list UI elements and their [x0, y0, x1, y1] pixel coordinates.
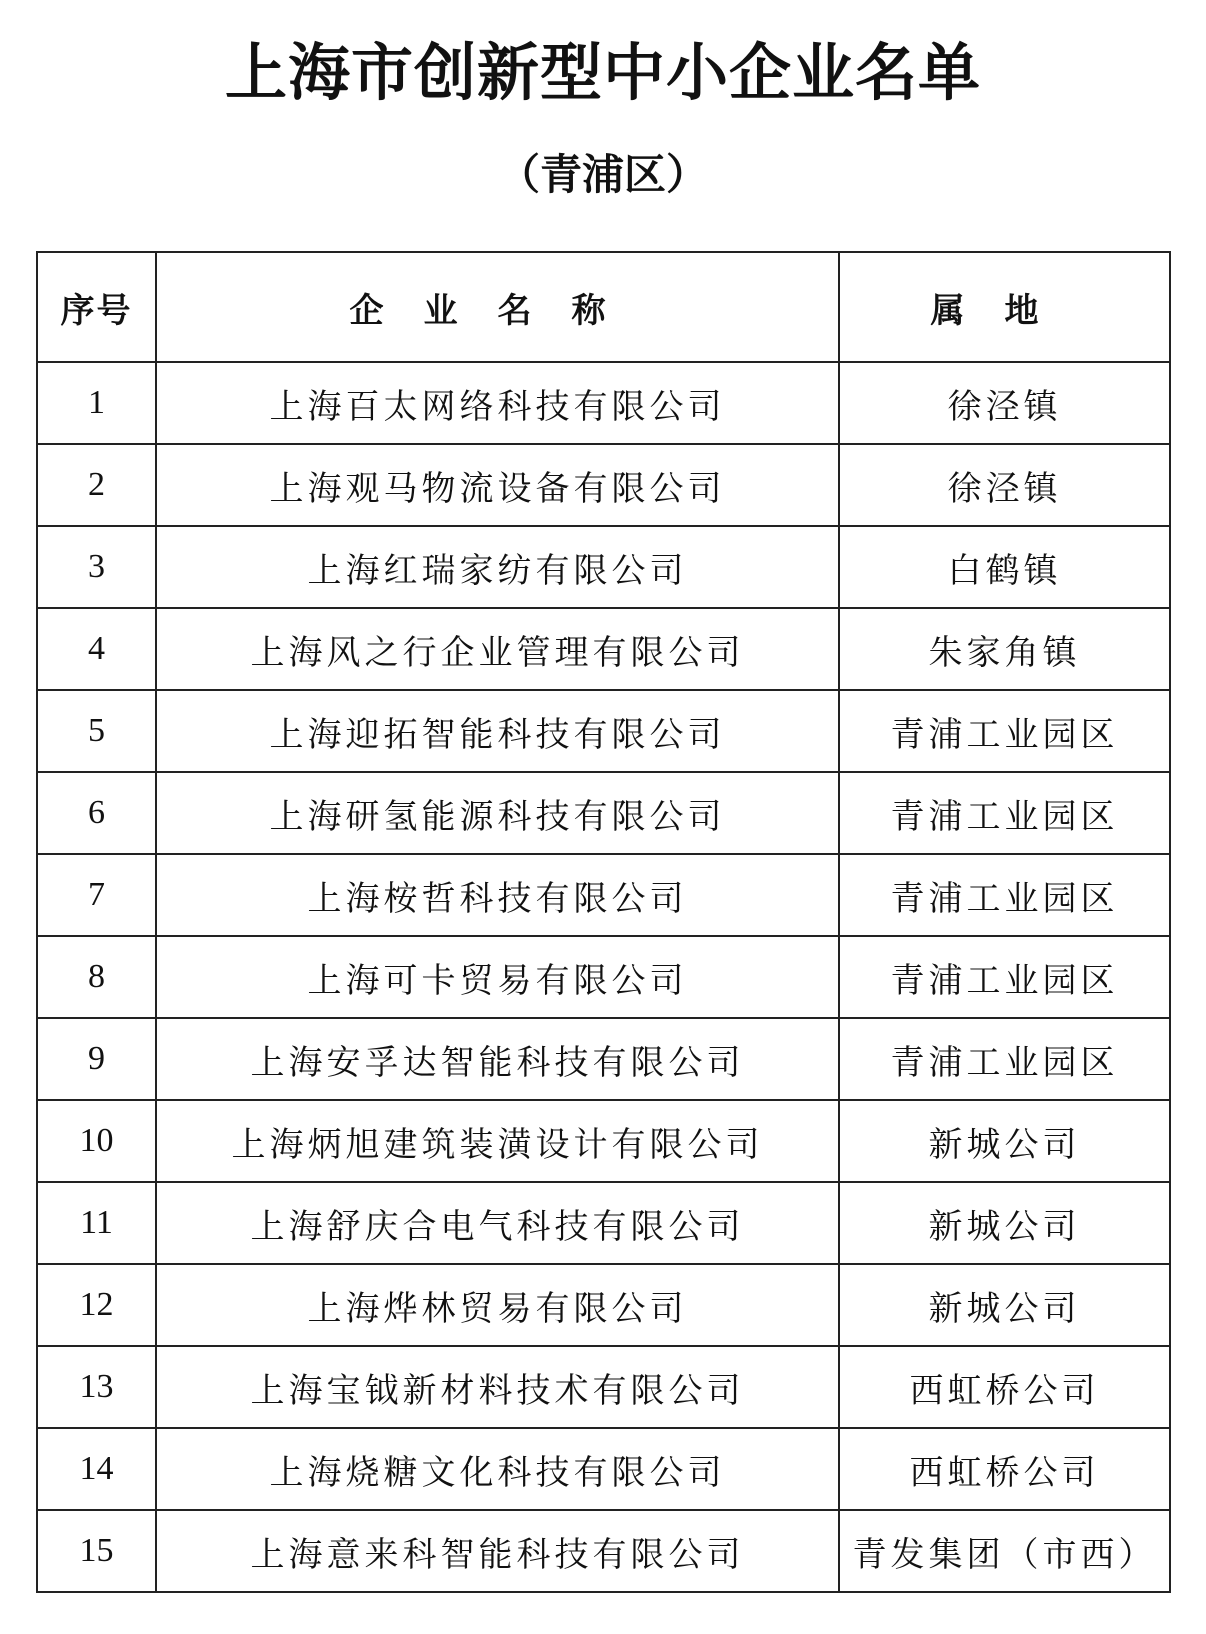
- row-company-name-cell: 上海舒庆合电气科技有限公司: [156, 1182, 839, 1264]
- row-seq-cell: 13: [37, 1346, 156, 1428]
- row-location-cell: 白鹤镇: [839, 526, 1170, 608]
- table-row: [37, 526, 1170, 608]
- row-company-name-cell: 上海烨林贸易有限公司: [156, 1264, 839, 1346]
- row-location-cell: 徐泾镇: [839, 362, 1170, 444]
- table-row: [37, 1182, 1170, 1264]
- row-company-name-cell: 上海风之行企业管理有限公司: [156, 608, 839, 690]
- table-row: [37, 1428, 1170, 1510]
- row-seq-cell: 11: [37, 1182, 156, 1264]
- row-seq-cell: 5: [37, 690, 156, 772]
- row-company-name-cell: 上海意来科智能科技有限公司: [156, 1510, 839, 1592]
- row-company-name-cell: 上海观马物流设备有限公司: [156, 444, 839, 526]
- row-location-cell: 西虹桥公司: [839, 1346, 1170, 1428]
- row-seq-cell: 15: [37, 1510, 156, 1592]
- row-seq-cell: 4: [37, 608, 156, 690]
- table-row: [37, 690, 1170, 772]
- row-company-name-cell: 上海百太网络科技有限公司: [156, 362, 839, 444]
- header-location: 属地: [839, 252, 1170, 362]
- table-row: [37, 362, 1170, 444]
- row-seq-cell: 1: [37, 362, 156, 444]
- row-seq-cell: 10: [37, 1100, 156, 1182]
- row-location-cell: 青发集团（市西）: [839, 1510, 1170, 1592]
- row-location-cell: 西虹桥公司: [839, 1428, 1170, 1510]
- table-row: [37, 608, 1170, 690]
- table-header-row: [37, 252, 1170, 362]
- row-location-cell: 新城公司: [839, 1264, 1170, 1346]
- document-subtitle: （青浦区）: [497, 150, 708, 199]
- table-row: [37, 444, 1170, 526]
- row-seq-cell: 9: [37, 1018, 156, 1100]
- row-location-cell: 青浦工业园区: [839, 1018, 1170, 1100]
- table-row: [37, 1346, 1170, 1428]
- table-body: [37, 362, 1170, 1592]
- row-seq-cell: 7: [37, 854, 156, 936]
- row-company-name-cell: 上海炳旭建筑装潢设计有限公司: [156, 1100, 839, 1182]
- row-location-cell: 新城公司: [839, 1182, 1170, 1264]
- table-row: [37, 1100, 1170, 1182]
- table-row: [37, 1264, 1170, 1346]
- header-seq: 序号: [37, 252, 156, 362]
- row-company-name-cell: 上海桉哲科技有限公司: [156, 854, 839, 936]
- row-location-cell: 新城公司: [839, 1100, 1170, 1182]
- table-row: [37, 1018, 1170, 1100]
- row-seq-cell: 2: [37, 444, 156, 526]
- header-company-name: 企业名称: [156, 252, 839, 362]
- table-row: [37, 936, 1170, 1018]
- row-location-cell: 徐泾镇: [839, 444, 1170, 526]
- row-seq-cell: 3: [37, 526, 156, 608]
- row-company-name-cell: 上海红瑞家纺有限公司: [156, 526, 839, 608]
- row-company-name-cell: 上海迎拓智能科技有限公司: [156, 690, 839, 772]
- row-seq-cell: 12: [37, 1264, 156, 1346]
- row-company-name-cell: 上海可卡贸易有限公司: [156, 936, 839, 1018]
- row-company-name-cell: 上海烧糖文化科技有限公司: [156, 1428, 839, 1510]
- row-location-cell: 青浦工业园区: [839, 854, 1170, 936]
- row-location-cell: 青浦工业园区: [839, 690, 1170, 772]
- row-location-cell: 青浦工业园区: [839, 772, 1170, 854]
- document-title: 上海市创新型中小企业名单: [224, 36, 981, 109]
- row-company-name-cell: 上海安孚达智能科技有限公司: [156, 1018, 839, 1100]
- row-location-cell: 青浦工业园区: [839, 936, 1170, 1018]
- row-location-cell: 朱家角镇: [839, 608, 1170, 690]
- table-row: [37, 1510, 1170, 1592]
- row-seq-cell: 6: [37, 772, 156, 854]
- row-company-name-cell: 上海宝钺新材料技术有限公司: [156, 1346, 839, 1428]
- row-seq-cell: 14: [37, 1428, 156, 1510]
- row-seq-cell: 8: [37, 936, 156, 1018]
- row-company-name-cell: 上海研氢能源科技有限公司: [156, 772, 839, 854]
- company-list-table: [36, 251, 1171, 1593]
- table-row: [37, 772, 1170, 854]
- table-row: [37, 854, 1170, 936]
